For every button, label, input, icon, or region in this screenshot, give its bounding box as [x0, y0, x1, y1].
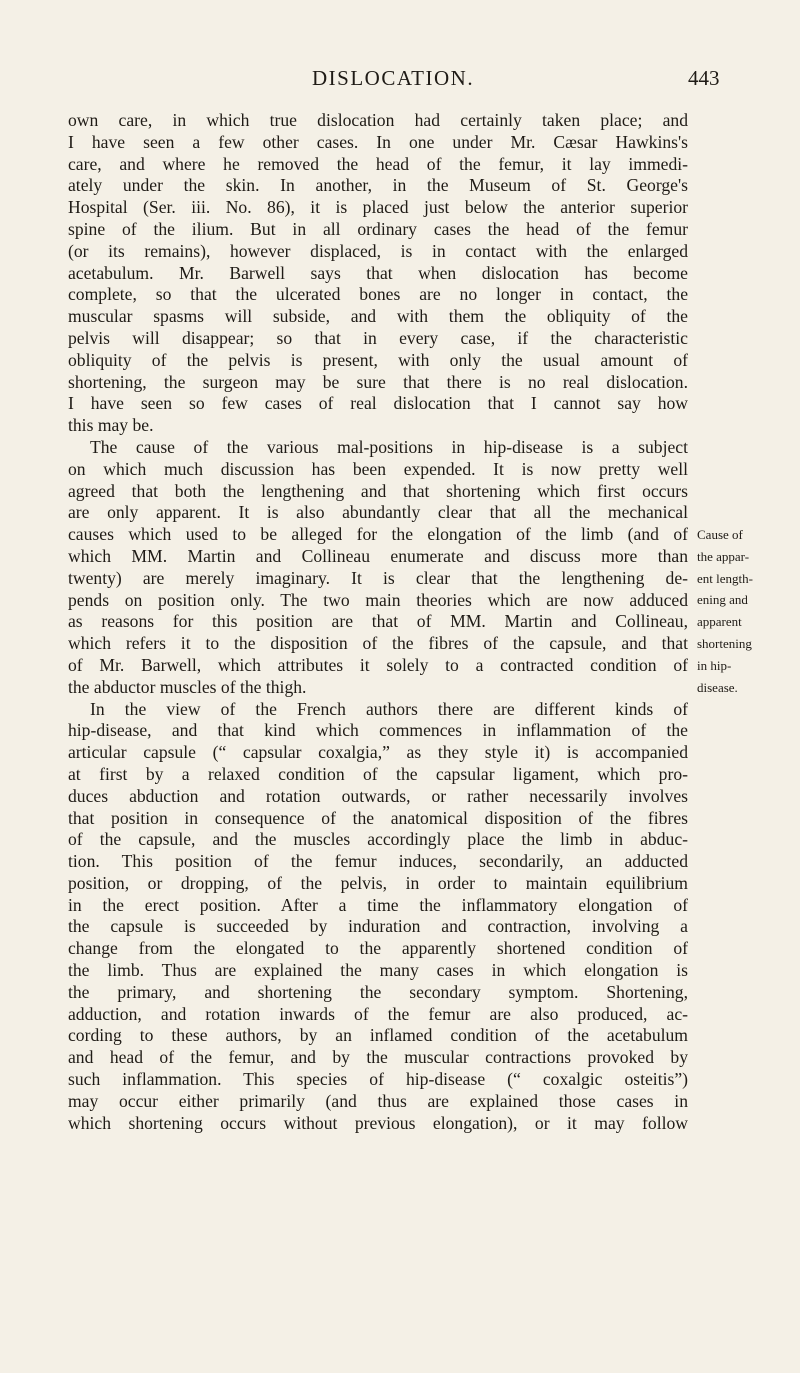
- text-line: at first by a relaxed condition of the capsular ligament, which pro-: [68, 763, 688, 784]
- text-line: the limb. Thus are explained the many cases in which elongation is: [68, 960, 688, 981]
- text-line: own care, in which true dislocation had certainly taken place; and: [68, 110, 688, 130]
- text-line: shortening, the surgeon may be sure that there is no real dislocation.: [68, 371, 688, 392]
- text-line: adduction, and rotation inwards of the femur are also produced, ac-: [68, 1003, 688, 1024]
- text-line: on which much discussion has been expended. It is now pretty well: [68, 458, 688, 479]
- text-line: may occur either primarily (and thus are explained those cases in: [68, 1090, 688, 1111]
- text-line: acetabulum. Mr. Barwell says that when dislocation has become: [68, 262, 688, 283]
- text-line: I have seen a few other cases. In one under Mr. Cæsar Hawkins's: [68, 131, 688, 152]
- text-line: causes which used to be alleged for the elongation of the limb (and of: [68, 524, 688, 545]
- text-line: In the view of the French authors there are different kinds of: [90, 698, 688, 719]
- text-line: are only apparent. It is also abundantly clear that all the mechanical: [68, 502, 688, 523]
- text-line: cording to these authors, by an inflamed condition of the acetabulum: [68, 1025, 688, 1046]
- margin-note-line: shortening: [697, 635, 752, 651]
- text-line: the abductor muscles of the thigh.: [68, 676, 307, 697]
- text-line: hip-disease, and that kind which commences in inflammation of the: [68, 720, 688, 741]
- text-line: pelvis will disappear; so that in every case, if the characteristic: [68, 327, 688, 348]
- text-line: articular capsule (“ capsular coxalgia,” as they style it) is accompanied: [68, 742, 688, 763]
- page-number: 443: [688, 66, 720, 90]
- text-line: and head of the femur, and by the muscular contractions provoked by: [68, 1047, 688, 1068]
- text-line: as reasons for this position are that of MM. Martin and Collineau,: [68, 611, 688, 632]
- margin-note-line: the appar-: [697, 548, 750, 564]
- text-line: tion. This position of the femur induces, secondarily, an adducted: [68, 851, 688, 872]
- text-line: position, or dropping, of the pelvis, in order to maintain equilibrium: [68, 872, 688, 893]
- page-header: [0, 66, 800, 92]
- margin-note: [697, 524, 797, 698]
- text-line: care, and where he removed the head of the femur, it lay immedi-: [68, 153, 688, 174]
- text-line: the primary, and shortening the secondary symptom. Shortening,: [68, 981, 688, 1002]
- text-line: complete, so that the ulcerated bones are no longer in contact, the: [68, 284, 688, 305]
- text-line: (or its remains), however displaced, is in contact with the enlarged: [68, 240, 688, 261]
- text-line: spine of the ilium. But in all ordinary cases the head of the femur: [68, 218, 688, 239]
- text-line: in the erect position. After a time the inflammatory elongation of: [68, 894, 688, 915]
- text-line: Hospital (Ser. iii. No. 86), it is placed just below the anterior superior: [68, 197, 688, 218]
- body-text: [68, 110, 688, 1134]
- text-line: agreed that both the lengthening and that shortening which first occurs: [68, 480, 688, 501]
- running-head: DISLOCATION.: [312, 66, 475, 90]
- text-line: of the capsule, and the muscles accordingly place the limb in abduc-: [68, 829, 688, 850]
- text-line: which shortening occurs without previous elongation), or it may follow: [68, 1112, 688, 1133]
- text-line: that position in consequence of the anatomical disposition of the fibres: [68, 807, 688, 828]
- text-line: duces abduction and rotation outwards, or rather necessarily involves: [68, 785, 688, 806]
- margin-note-line: apparent: [697, 614, 742, 630]
- text-line: the capsule is succeeded by induration and contraction, involving a: [68, 916, 688, 937]
- text-line: obliquity of the pelvis is present, with only the usual amount of: [68, 349, 688, 370]
- text-line: which MM. Martin and Collineau enumerate and discuss more than: [68, 545, 688, 566]
- text-line: of Mr. Barwell, which attributes it solely to a contracted condition of: [68, 654, 688, 675]
- text-line: which refers it to the disposition of the fibres of the capsule, and that: [68, 633, 688, 654]
- text-line: pends on position only. The two main theories which are now adduced: [68, 589, 688, 610]
- text-line: change from the elongated to the apparently shortened condition of: [68, 938, 688, 959]
- text-line: such inflammation. This species of hip-disease (“ coxalgic osteitis”): [68, 1069, 688, 1090]
- margin-note-line: in hip-: [697, 657, 732, 673]
- text-line: I have seen so few cases of real dislocation that I cannot say how: [68, 393, 688, 414]
- margin-note-line: disease.: [697, 679, 738, 695]
- text-line: ately under the skin. In another, in the Museum of St. George's: [68, 175, 688, 196]
- margin-note-line: Cause of: [697, 527, 743, 542]
- text-line: muscular spasms will subside, and with them the obliquity of the: [68, 306, 688, 327]
- text-line: The cause of the various mal-positions in hip-disease is a subject: [90, 436, 688, 457]
- margin-note-line: ent length-: [697, 570, 753, 586]
- text-line: twenty) are merely imaginary. It is clear that the lengthening de-: [68, 567, 688, 588]
- margin-note-line: ening and: [697, 592, 748, 608]
- text-line: this may be.: [68, 415, 154, 436]
